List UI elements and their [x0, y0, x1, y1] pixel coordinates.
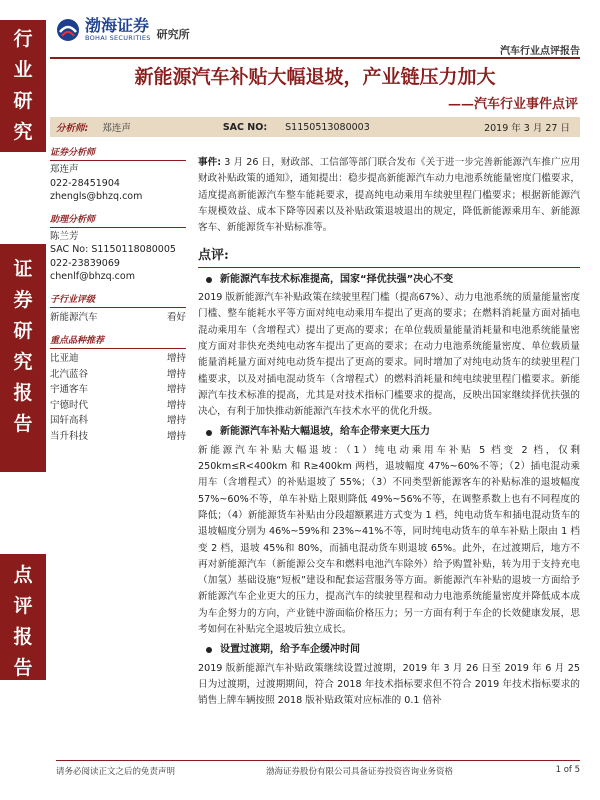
report-body — [198, 155, 580, 710]
logo-mark-icon — [56, 18, 80, 42]
comment-heading: 点评: — [198, 248, 580, 267]
industry-rating: 看好 — [166, 311, 186, 323]
list-item — [50, 413, 186, 429]
stock-rating: 增持 — [166, 399, 186, 411]
analyst-name: 郑连声 — [50, 164, 79, 175]
list-item — [50, 351, 186, 367]
stock-rating: 增持 — [166, 384, 186, 395]
stock-name: 北汽蓝谷 — [50, 368, 89, 380]
assistant-name: 陈兰芳 — [50, 230, 79, 242]
event-paragraph — [198, 155, 580, 236]
report-date: 2019 年 3 月 27 日 — [484, 123, 570, 134]
report-type: 汽车行业点评报告 — [500, 46, 580, 57]
band-char: 证 — [13, 258, 33, 280]
band-char: 报 — [13, 626, 33, 648]
assistant-section — [50, 212, 186, 284]
list-item — [50, 398, 186, 414]
sac-number: S1150513080003 — [285, 121, 370, 133]
section-header: 子行业评级 — [50, 292, 186, 308]
band-char: 研 — [13, 320, 33, 342]
band-char: 报 — [13, 382, 33, 404]
left-band-bottom — [0, 554, 46, 680]
industry-rating-section — [50, 292, 186, 326]
band-char: 究 — [13, 121, 33, 143]
page-subtitle: ——汽车行业事件点评 — [447, 97, 578, 112]
analyst-email[interactable]: zhengls@bhzq.com — [50, 191, 143, 202]
stock-picks-section — [50, 333, 186, 444]
event-label: 事件: — [198, 157, 222, 168]
sidebar — [50, 145, 186, 452]
stock-name: 比亚迪 — [50, 353, 79, 364]
stock-rating: 增持 — [166, 368, 186, 380]
logo-en: BOHAI SECURITIES — [85, 34, 151, 42]
band-char: 行 — [13, 28, 33, 50]
assistant-email[interactable]: chenlf@bhzq.com — [50, 271, 135, 282]
event-text: 3 月 26 日，财政部、工信部等部门联合发布《关于进一步完善新能源汽车推广应用财政补贴政策的通知》，通知提出：稳步提高新能源汽车动力电池系统能量密度门槛要求，适度提高新能源汽车整车能耗要求，提高纯电动乘用车续驶里程门槛要求；根据新能源汽车规模效益、成本下降等因素以及补贴政策退坡退出的规定，降低新能源乘用车、新能源客车、新能源货车补贴标准等。 — [198, 157, 580, 234]
analyst-label: 分析师: — [56, 123, 89, 134]
band-char: 评 — [13, 595, 33, 617]
logo-cn: 渤海证券 — [85, 16, 150, 35]
company-qualification: 渤海证券股份有限公司具备证券投资咨询业务资格 — [266, 767, 454, 777]
point-paragraph: 新能源汽车补贴大幅退坡：（1）纯电动乘用车补贴 5 档变 2 档，仅剩 250km≤R<400km 和 R≥400km 两档，退坡幅度 47%~60%不等；（2）插电混动乘用车（含增程式）的补贴退坡了 55%；（3）不同类型新能源客车的补贴标准的退坡幅度 57%~60%不等，单车补贴上限则降低 49%~56%不等，在调整系数上也有不同程度的降低；（4）新能源货车补贴由分段超额累进方式变为 1 档，纯电动货车和插电混动货车的退坡幅度分别为 46%~59%和 23%~41%不等，同时纯电动货车的单车补贴上限由 1 档变 2 档，退坡 45%和 80%，而插电混动货车则退坡 65%。此外，在过渡期后，地方不再对新能源汽车（新能源公交车和燃料电池汽车除外）给予购置补贴，转为用于支持充电（加氢）基础设施“短板”建设和配套运营服务等方面。新能源汽车补贴的退坡一方面给予新能源汽车企业更大的压力，提高汽车的续驶里程和动力电池系统能量密度并降低成本成为车企努力的方向，产业链中游面临价格压力；另一方面有利于车企的长效健康发展，思考如何在补贴完全退坡后独立成长。 — [198, 444, 580, 636]
point-paragraph: 2019 版新能源汽车补贴政策继续设置过渡期，2019 年 3 月 26 日至 2019 年 6 月 25 日为过渡期，过渡期期间，符合 2018 年技术指标要求但不符合 2019 年技术指标要求的销售上牌车辆按照 2018 版补贴政策对应标准的 0.1 倍补 — [198, 662, 580, 707]
list-item — [50, 367, 186, 383]
list-item — [50, 382, 186, 398]
stock-rating: 增持 — [166, 353, 186, 364]
point-heading: 新能源汽车技术标准提高，国家“择优扶强”决心不变 — [198, 272, 580, 288]
disclaimer-note: 请务必阅读正文之后的免责声明 — [56, 767, 176, 777]
analyst-phone: 022-28451904 — [50, 177, 120, 189]
point-heading: 设置过渡期，给予车企缓冲时间 — [198, 642, 580, 658]
point-heading: 新能源汽车补贴大幅退坡，给车企带来更大压力 — [198, 424, 580, 440]
company-logo — [56, 18, 190, 42]
band-char: 点 — [13, 564, 33, 586]
page-title: 新能源汽车补贴大幅退坡，产业链压力加大 — [134, 66, 496, 88]
point-paragraph: 2019 版新能源汽车补贴政策在续驶里程门槛（提高67%）、动力电池系统的质量能量密度门槛、整车能耗水平等方面对纯电动乘用车提出了更高的要求；在燃料消耗量方面对插电混动乘用车（含增程式）提出了更高的要求；在单位载质量能量消耗量和电池系统能量密度方面对非快充类纯电动客车提出了更高的要求；在动力电池系统能量密度、单位载质量能量消耗量方面对纯电动货车提出了更高的要求。同时增加了对纯电动货车的续驶里程门槛要求，以及对插电混动货车（含增程式）的燃料消耗量和纯电续驶里程门槛要求。新能源汽车技术标准的提高，尤其是对技术指标门槛要求的提高，反映出国家继续择优扶强的决心，有利于加快推动新能源汽车技术水平的优化升级。 — [198, 292, 580, 418]
analyst-section — [50, 145, 186, 204]
stock-name: 国轩高科 — [50, 415, 89, 426]
page-number: 1 of 5 — [555, 765, 580, 775]
list-item — [50, 310, 186, 326]
sac-label: SAC NO: — [222, 121, 268, 133]
left-band-mid — [0, 244, 46, 472]
section-header: 证券分析师 — [50, 145, 186, 161]
stock-name: 当升科技 — [50, 430, 89, 442]
stock-name: 宁德时代 — [50, 399, 89, 411]
industry-name: 新能源汽车 — [50, 311, 98, 323]
section-header: 助理分析师 — [50, 212, 186, 228]
band-char: 券 — [13, 289, 33, 311]
stock-rating: 增持 — [166, 430, 186, 442]
left-band-top — [0, 20, 46, 152]
section-header: 重点品种推荐 — [50, 333, 186, 349]
stock-name: 宇通客车 — [50, 384, 89, 395]
band-char: 告 — [13, 657, 33, 679]
band-char: 究 — [13, 351, 33, 373]
header-divider — [50, 57, 580, 59]
stock-rating: 增持 — [166, 415, 186, 426]
band-char: 告 — [13, 413, 33, 435]
analyst-name: 郑连声 — [102, 123, 131, 134]
page-footer — [56, 760, 580, 777]
list-item — [50, 429, 186, 445]
analyst-bar — [50, 117, 580, 137]
band-char: 业 — [13, 59, 33, 81]
assistant-phone: 022-23839069 — [50, 257, 120, 269]
assistant-sac: SAC No: S1150118080005 — [50, 244, 176, 255]
dept-label: 研究所 — [156, 28, 190, 41]
band-char: 研 — [13, 90, 33, 112]
